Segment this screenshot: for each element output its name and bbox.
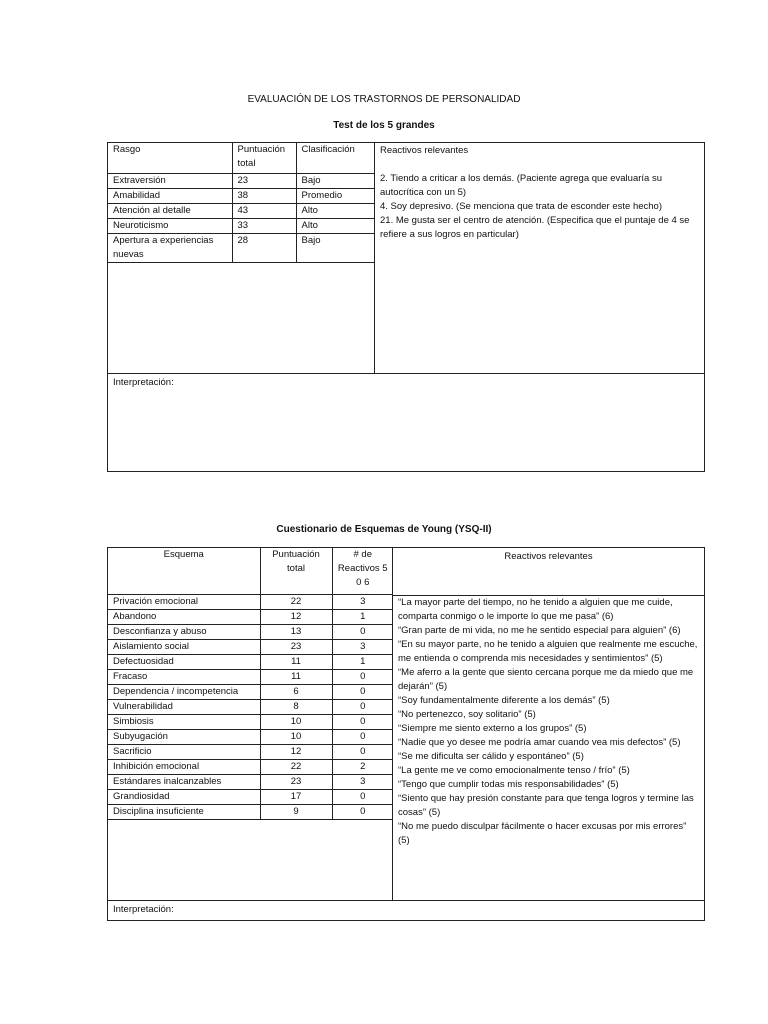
ysq-scores-table	[108, 548, 393, 820]
rasgo-cell: Atención al detalle	[108, 203, 232, 218]
ysq-reactivo-item: “Soy fundamentalmente diferente a los demás” (5)	[398, 695, 610, 706]
table-row	[108, 654, 393, 669]
clasificacion-cell: Alto	[296, 218, 375, 233]
table-row	[108, 789, 393, 804]
table-row	[108, 699, 393, 714]
puntuacion-cell: 22	[260, 759, 332, 774]
esquema-cell: Abandono	[108, 609, 260, 624]
clasificacion-cell: Alto	[296, 203, 375, 218]
ysq-scores-cell	[108, 548, 393, 901]
big5-table	[107, 142, 705, 472]
ysq-reactivo-item: “Gran parte de mi vida, no me he sentido especial para alguien” (6)	[398, 625, 681, 636]
puntuacion-cell: 22	[260, 594, 332, 609]
esquema-cell: Defectuosidad	[108, 654, 260, 669]
reactivos-count-cell: 1	[332, 654, 393, 669]
big5-reactivos-header: Reactivos relevantes	[380, 145, 469, 156]
reactivos-count-cell: 0	[332, 744, 393, 759]
big5-interpretacion: Interpretación:	[108, 374, 705, 472]
table-row	[108, 233, 375, 262]
big5-reactivo-item: 2. Tiendo a criticar a los demás. (Paciente agrega que evaluaría su autocrítica con un 5)	[380, 173, 662, 198]
esquema-cell: Fracaso	[108, 669, 260, 684]
big5-scores-cell	[108, 143, 375, 374]
puntuacion-cell: 23	[232, 173, 296, 188]
ysq-reactivo-item: “No me puedo disculpar fácilmente o hacer excusas por mis errores” (5)	[398, 821, 687, 846]
table-row	[108, 804, 393, 819]
esquema-cell: Grandiosidad	[108, 789, 260, 804]
esquema-cell: Desconfianza y abuso	[108, 624, 260, 639]
puntuacion-cell: 9	[260, 804, 332, 819]
puntuacion-cell: 6	[260, 684, 332, 699]
table-row	[108, 609, 393, 624]
table-row	[108, 173, 375, 188]
big5-reactivo-item: 21. Me gusta ser el centro de atención. (Especifica que el puntaje de 4 se refiere a sus logros en particular)	[380, 215, 690, 240]
reactivos-count-cell: 2	[332, 759, 393, 774]
ysq-reactivo-item: “Siento que hay presión constante para que tenga logros y termine las cosas” (5)	[398, 793, 694, 818]
ysq-reactivos-header: Reactivos relevantes	[393, 548, 704, 596]
ysq-reactivo-item: “En su mayor parte, no he tenido a alguien que realmente me escuche, me entienda o comprenda mis necesidades y sentimientos” (5)	[398, 639, 698, 664]
big5-reactivo-item: 4. Soy depresivo. (Se menciona que trata de esconder este hecho)	[380, 201, 663, 212]
ysq-reactivo-item: “Nadie que yo desee me podría amar cuando vea mis defectos” (5)	[398, 737, 681, 748]
table-row	[108, 639, 393, 654]
ysq-table	[107, 547, 705, 921]
puntuacion-cell: 23	[260, 639, 332, 654]
reactivos-count-cell: 0	[332, 729, 393, 744]
esquema-cell: Sacrificio	[108, 744, 260, 759]
puntuacion-cell: 12	[260, 609, 332, 624]
puntuacion-cell: 23	[260, 774, 332, 789]
esquema-cell: Aislamiento social	[108, 639, 260, 654]
table-row	[108, 729, 393, 744]
clasificacion-cell: Bajo	[296, 233, 375, 262]
reactivos-count-cell: 1	[332, 609, 393, 624]
rasgo-cell: Apertura a experiencias nuevas	[108, 233, 232, 262]
big5-header-puntuacion: Puntuación total	[232, 143, 296, 173]
rasgo-cell: Neuroticismo	[108, 218, 232, 233]
table-row	[108, 669, 393, 684]
ysq-reactivos-cell	[393, 548, 705, 901]
rasgo-cell: Amabilidad	[108, 188, 232, 203]
esquema-cell: Vulnerabilidad	[108, 699, 260, 714]
ysq-reactivo-item: “Tengo que cumplir todas mis responsabilidades” (5)	[398, 779, 619, 790]
ysq-reactivo-item: “Me aferro a la gente que siento cercana porque me da miedo que me dejarán” (5)	[398, 667, 694, 692]
esquema-cell: Disciplina insuficiente	[108, 804, 260, 819]
table-row	[108, 218, 375, 233]
reactivos-count-cell: 3	[332, 774, 393, 789]
document-title: EVALUACIÓN DE LOS TRASTORNOS DE PERSONALIDAD	[247, 94, 521, 105]
table-row	[108, 624, 393, 639]
puntuacion-cell: 38	[232, 188, 296, 203]
reactivos-count-cell: 3	[332, 594, 393, 609]
reactivos-count-cell: 3	[332, 639, 393, 654]
puntuacion-cell: 33	[232, 218, 296, 233]
esquema-cell: Simbiosis	[108, 714, 260, 729]
reactivos-count-cell: 0	[332, 669, 393, 684]
esquema-cell: Dependencia / incompetencia	[108, 684, 260, 699]
reactivos-count-cell: 0	[332, 789, 393, 804]
ysq-reactivo-item: “Se me dificulta ser cálido y espontáneo” (5)	[398, 751, 584, 762]
reactivos-count-cell: 0	[332, 699, 393, 714]
table-row	[108, 684, 393, 699]
esquema-cell: Estándares inalcanzables	[108, 774, 260, 789]
puntuacion-cell: 11	[260, 669, 332, 684]
puntuacion-cell: 28	[232, 233, 296, 262]
ysq-header-esquema: Esquema	[108, 548, 260, 594]
ysq-reactivos-list	[393, 596, 704, 850]
puntuacion-cell: 10	[260, 729, 332, 744]
puntuacion-cell: 17	[260, 789, 332, 804]
ysq-reactivo-item: “La gente me ve como emocionalmente tenso / frío” (5)	[398, 765, 630, 776]
ysq-title: Cuestionario de Esquemas de Young (YSQ-II)	[276, 524, 492, 535]
ysq-interpretacion: Interpretación:	[108, 901, 705, 921]
table-row	[108, 594, 393, 609]
reactivos-count-cell: 0	[332, 714, 393, 729]
ysq-reactivo-item: “Siempre me siento externo a los grupos” (5)	[398, 723, 587, 734]
puntuacion-cell: 11	[260, 654, 332, 669]
esquema-cell: Subyugación	[108, 729, 260, 744]
clasificacion-cell: Promedio	[296, 188, 375, 203]
table-row	[108, 744, 393, 759]
puntuacion-cell: 13	[260, 624, 332, 639]
table-row	[108, 774, 393, 789]
big5-reactivos-cell	[375, 143, 705, 374]
puntuacion-cell: 43	[232, 203, 296, 218]
table-row	[108, 759, 393, 774]
table-row	[108, 714, 393, 729]
clasificacion-cell: Bajo	[296, 173, 375, 188]
big5-title: Test de los 5 grandes	[333, 120, 435, 131]
ysq-header-reactivos: # de Reactivos 5 0 6	[332, 548, 393, 594]
table-row	[108, 203, 375, 218]
big5-header-rasgo: Rasgo	[108, 143, 232, 173]
reactivos-count-cell: 0	[332, 624, 393, 639]
reactivos-count-cell: 0	[332, 684, 393, 699]
big5-header-clasificacion: Clasificación	[296, 143, 375, 173]
reactivos-count-cell: 0	[332, 804, 393, 819]
esquema-cell: Privación emocional	[108, 594, 260, 609]
puntuacion-cell: 10	[260, 714, 332, 729]
ysq-reactivo-item: “La mayor parte del tiempo, no he tenido a alguien que me cuide, comparta conmigo o le importe lo que me pasa” (6)	[398, 597, 673, 622]
big5-scores-table	[108, 143, 375, 263]
ysq-header-puntuacion: Puntuación total	[260, 548, 332, 594]
rasgo-cell: Extraversión	[108, 173, 232, 188]
esquema-cell: Inhibición emocional	[108, 759, 260, 774]
ysq-reactivo-item: “No pertenezco, soy solitario” (5)	[398, 709, 536, 720]
table-row	[108, 188, 375, 203]
puntuacion-cell: 8	[260, 699, 332, 714]
puntuacion-cell: 12	[260, 744, 332, 759]
